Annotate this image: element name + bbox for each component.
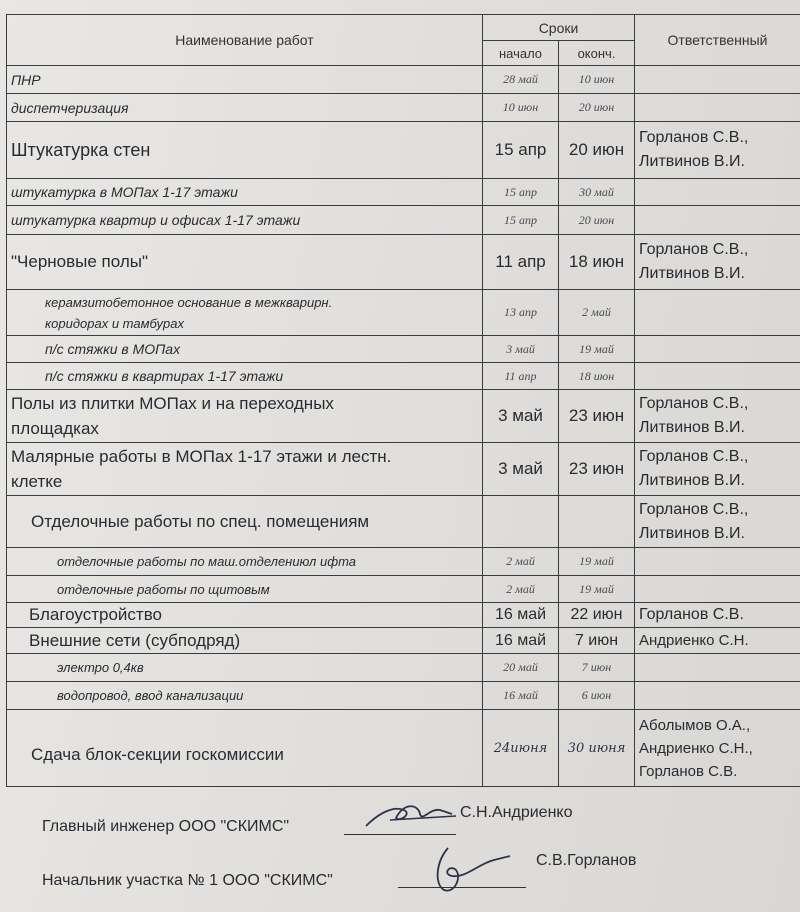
work-name: штукатурка в МОПах 1-17 этажи bbox=[7, 179, 483, 206]
responsible-line: Литвинов В.И. bbox=[639, 472, 745, 489]
start-date: 24июня bbox=[483, 710, 559, 787]
responsible-line: Горланов С.В., bbox=[639, 500, 749, 518]
work-name-line: Полы из плитки МОПах и на переходных bbox=[11, 394, 334, 413]
end-date: 18 июн bbox=[559, 363, 635, 390]
start-date: 11 апр bbox=[483, 235, 559, 290]
end-date: 10 июн bbox=[559, 66, 635, 94]
work-name-line: площадках bbox=[11, 419, 99, 438]
start-date: 15 апр bbox=[483, 179, 559, 206]
responsible-cell bbox=[635, 336, 800, 363]
start-date: 15 апр bbox=[483, 122, 559, 179]
schedule-table bbox=[6, 14, 800, 787]
responsible-cell bbox=[635, 94, 800, 122]
start-date: 3 май bbox=[483, 443, 559, 496]
table-row bbox=[7, 628, 800, 654]
work-name-line: клетке bbox=[11, 472, 63, 491]
table-row bbox=[7, 206, 800, 235]
end-date: 7 июн bbox=[559, 654, 635, 682]
end-date: 6 июн bbox=[559, 682, 635, 710]
work-name: отделочные работы по щитовым bbox=[7, 576, 483, 603]
responsible-cell bbox=[635, 179, 800, 206]
start-date: 20 май bbox=[483, 654, 559, 682]
responsible-line: Аболымов О.А., bbox=[639, 716, 751, 734]
work-name: Штукатурка стен bbox=[7, 122, 483, 179]
responsible-cell bbox=[635, 576, 800, 603]
responsible-cell bbox=[635, 496, 800, 548]
responsible-cell bbox=[635, 390, 800, 443]
table-row bbox=[7, 290, 800, 336]
work-name-line: керамзитобетонное основание в межкварирн. bbox=[45, 294, 333, 310]
start-date: 2 май bbox=[483, 548, 559, 576]
header-end: оконч. bbox=[559, 41, 635, 66]
start-date: 10 июн bbox=[483, 94, 559, 122]
site-chief-name: С.В.Горланов bbox=[536, 852, 637, 869]
work-name: Внешние сети (субподряд) bbox=[7, 628, 483, 654]
table-row bbox=[7, 363, 800, 390]
end-date: 19 май bbox=[559, 336, 635, 363]
start-date: 3 май bbox=[483, 336, 559, 363]
table-row bbox=[7, 66, 800, 94]
work-name bbox=[7, 290, 483, 336]
table-row bbox=[7, 235, 800, 290]
chief-engineer-title: Главный инженер ООО "СКИМС" bbox=[42, 818, 290, 835]
responsible-line: Горланов С.В., bbox=[639, 129, 749, 146]
responsible-line: Литвинов В.И. bbox=[639, 265, 745, 282]
responsible-cell bbox=[635, 206, 800, 235]
header-start: начало bbox=[483, 41, 559, 66]
work-name bbox=[7, 390, 483, 443]
header-name: Наименование работ bbox=[7, 15, 483, 66]
responsible-cell bbox=[635, 548, 800, 576]
end-date: 2 май bbox=[559, 290, 635, 336]
work-name-line: Малярные работы в МОПах 1-17 этажи и лестн. bbox=[11, 447, 392, 466]
table-row bbox=[7, 654, 800, 682]
end-date: 30 май bbox=[559, 179, 635, 206]
start-date: 28 май bbox=[483, 66, 559, 94]
end-date: 19 май bbox=[559, 548, 635, 576]
start-date: 15 апр bbox=[483, 206, 559, 235]
end-date: 19 май bbox=[559, 576, 635, 603]
responsible-cell bbox=[635, 235, 800, 290]
end-date bbox=[559, 496, 635, 548]
start-date: 13 апр bbox=[483, 290, 559, 336]
end-date: 20 июн bbox=[559, 94, 635, 122]
work-name: отделочные работы по маш.отделениюл ифта bbox=[7, 548, 483, 576]
responsible-line: Литвинов В.И. bbox=[639, 419, 745, 436]
end-date: 23 июн bbox=[559, 390, 635, 443]
header-responsible: Ответственный bbox=[635, 15, 800, 66]
work-name: штукатурка квартир и офисах 1-17 этажи bbox=[7, 206, 483, 235]
work-name: ПНР bbox=[7, 66, 483, 94]
work-name-line: коридорах и тамбурах bbox=[45, 315, 184, 331]
end-date: 22 июн bbox=[559, 603, 635, 628]
start-date: 3 май bbox=[483, 390, 559, 443]
responsible-line: Горланов С.В., bbox=[639, 395, 749, 412]
work-name: электро 0,4кв bbox=[7, 654, 483, 682]
table-row bbox=[7, 576, 800, 603]
start-date: 11 апр bbox=[483, 363, 559, 390]
table-row bbox=[7, 548, 800, 576]
work-name: "Черновые полы" bbox=[7, 235, 483, 290]
responsible-cell bbox=[635, 122, 800, 179]
end-date: 18 июн bbox=[559, 235, 635, 290]
responsible-cell bbox=[635, 682, 800, 710]
table-row bbox=[7, 336, 800, 363]
work-name: Благоустройство bbox=[7, 603, 483, 628]
table-row bbox=[7, 122, 800, 179]
responsible-line: Горланов С.В. bbox=[639, 762, 738, 780]
table-row bbox=[7, 179, 800, 206]
work-name: Сдача блок-секции госкомиссии bbox=[7, 710, 483, 787]
site-chief-signature bbox=[418, 834, 518, 900]
work-name: Отделочные работы по спец. помещениям bbox=[7, 496, 483, 548]
responsible-cell bbox=[635, 363, 800, 390]
work-name: водопровод, ввод канализации bbox=[7, 682, 483, 710]
responsible-cell bbox=[635, 66, 800, 94]
table-row bbox=[7, 496, 800, 548]
end-date: 20 июн bbox=[559, 122, 635, 179]
start-date: 16 май bbox=[483, 628, 559, 654]
work-name: п/с стяжки в МОПах bbox=[7, 336, 483, 363]
work-name bbox=[7, 443, 483, 496]
end-date: 30 июня bbox=[559, 710, 635, 787]
table-row bbox=[7, 710, 800, 787]
start-date: 2 май bbox=[483, 576, 559, 603]
responsible-cell bbox=[635, 290, 800, 336]
responsible-cell bbox=[635, 710, 800, 787]
responsible-cell bbox=[635, 654, 800, 682]
start-date: 16 май bbox=[483, 603, 559, 628]
work-name: п/с стяжки в квартирах 1-17 этажи bbox=[7, 363, 483, 390]
responsible-cell: Андриенко С.Н. bbox=[635, 628, 800, 654]
responsible-line: Андриенко С.Н., bbox=[639, 739, 753, 757]
table-row bbox=[7, 390, 800, 443]
end-date: 20 июн bbox=[559, 206, 635, 235]
table-row bbox=[7, 603, 800, 628]
responsible-cell bbox=[635, 443, 800, 496]
header-terms: Сроки bbox=[483, 15, 635, 41]
responsible-line: Литвинов В.И. bbox=[639, 524, 745, 542]
start-date: 16 май bbox=[483, 682, 559, 710]
responsible-line: Горланов С.В., bbox=[639, 241, 749, 258]
responsible-line: Литвинов В.И. bbox=[639, 153, 745, 170]
chief-engineer-name: С.Н.Андриенко bbox=[460, 804, 573, 821]
table-row bbox=[7, 682, 800, 710]
responsible-line: Горланов С.В., bbox=[639, 448, 749, 465]
chief-signature bbox=[360, 792, 460, 837]
table-row bbox=[7, 94, 800, 122]
responsible-cell: Горланов С.В. bbox=[635, 603, 800, 628]
table-row bbox=[7, 443, 800, 496]
site-chief-title: Начальник участка № 1 ООО "СКИМС" bbox=[42, 872, 333, 889]
start-date bbox=[483, 496, 559, 548]
end-date: 23 июн bbox=[559, 443, 635, 496]
work-name: диспетчеризация bbox=[7, 94, 483, 122]
end-date: 7 июн bbox=[559, 628, 635, 654]
